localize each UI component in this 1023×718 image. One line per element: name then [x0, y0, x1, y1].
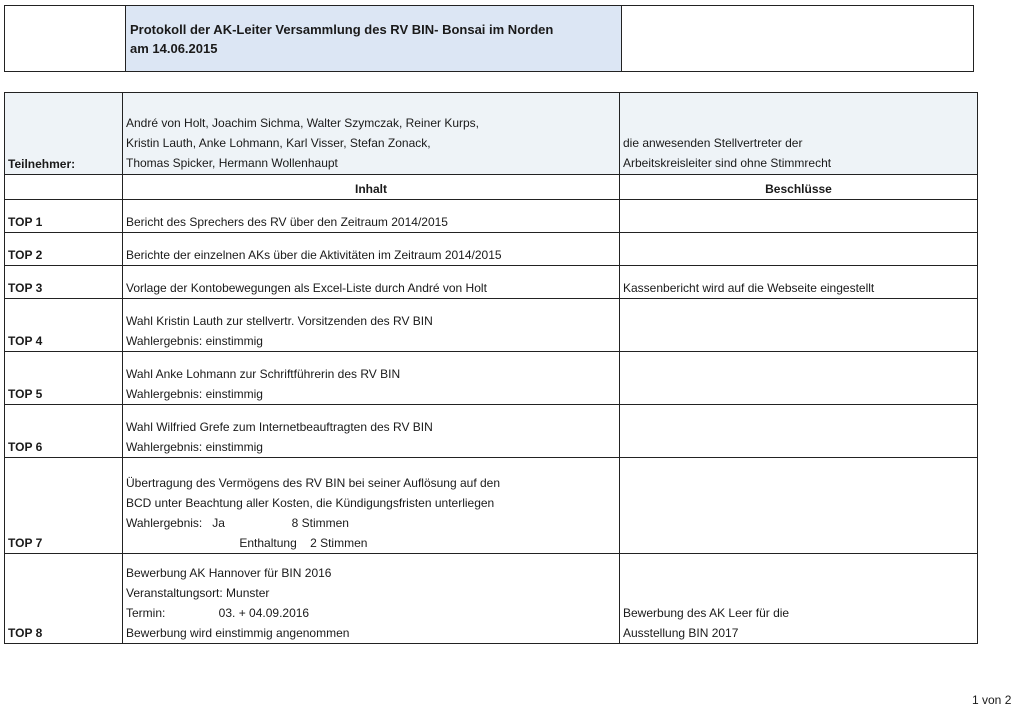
column-header-content: Inhalt — [123, 175, 620, 200]
top-label: TOP 7 — [5, 458, 123, 554]
content-line: Wahl Wilfried Grefe zum Internetbeauftragten des RV BIN — [126, 420, 433, 434]
row-content — [123, 405, 620, 458]
row-content — [123, 352, 620, 405]
top-label: TOP 6 — [5, 405, 123, 458]
row-decision — [620, 352, 978, 405]
header-right-cell — [622, 6, 973, 71]
document-header — [4, 5, 974, 72]
decision-line: Bewerbung des AK Leer für die — [623, 606, 790, 620]
row-content — [123, 299, 620, 352]
title-line-2: am 14.06.2015 — [130, 41, 218, 56]
column-header-empty — [5, 175, 123, 200]
table-row — [5, 405, 978, 458]
participants-line: André von Holt, Joachim Sichma, Walter Szymczak, Reiner Kurps, — [126, 116, 480, 130]
row-content — [123, 233, 620, 266]
content-line: Bewerbung wird einstimmig angenommen — [126, 626, 350, 640]
top-label: TOP 2 — [5, 233, 123, 266]
table-row — [5, 233, 978, 266]
row-decision — [620, 200, 978, 233]
content-line: Wahlergebnis: einstimmig — [126, 387, 263, 401]
top-label: TOP 3 — [5, 266, 123, 299]
content-line: Wahlergebnis: einstimmig — [126, 334, 263, 348]
content-line: Wahlergebnis: einstimmig — [126, 440, 263, 454]
content-line: Vorlage der Kontobewegungen als Excel-Liste durch André von Holt — [126, 281, 487, 295]
decision-line: Ausstellung BIN 2017 — [623, 626, 739, 640]
content-line: Wahl Anke Lohmann zur Schriftführerin des RV BIN — [126, 367, 401, 381]
column-header-decisions: Beschlüsse — [620, 175, 978, 200]
minutes-table — [4, 92, 978, 644]
content-line: Termin: 03. + 04.09.2016 — [126, 606, 310, 620]
row-decision — [620, 458, 978, 554]
table-row — [5, 299, 978, 352]
row-decision — [620, 554, 978, 644]
table-row — [5, 352, 978, 405]
top-label: TOP 4 — [5, 299, 123, 352]
content-line: Bewerbung AK Hannover für BIN 2016 — [126, 566, 332, 580]
table-row — [5, 458, 978, 554]
participants-note — [620, 93, 978, 175]
participants-label: Teilnehmer: — [5, 93, 123, 175]
row-content — [123, 458, 620, 554]
top-label: TOP 1 — [5, 200, 123, 233]
page-number: 1 von 2 — [972, 693, 1012, 707]
row-decision — [620, 405, 978, 458]
participants-names — [123, 93, 620, 175]
row-decision — [620, 266, 978, 299]
row-content — [123, 554, 620, 644]
column-header-row — [5, 175, 978, 200]
row-content — [123, 200, 620, 233]
title-line-1: Protokoll der AK-Leiter Versammlung des RV BIN- Bonsai im Norden — [130, 22, 554, 37]
top-label: TOP 8 — [5, 554, 123, 644]
participants-line: Thomas Spicker, Hermann Wollenhaupt — [126, 156, 338, 170]
table-row — [5, 266, 978, 299]
row-decision — [620, 299, 978, 352]
participants-line: Kristin Lauth, Anke Lohmann, Karl Visser, Stefan Zonack, — [126, 136, 431, 150]
content-line: Veranstaltungsort: Munster — [126, 586, 270, 600]
document-title — [126, 6, 622, 71]
content-line: Enthaltung 2 Stimmen — [126, 536, 368, 550]
participants-row — [5, 93, 978, 175]
content-line: Wahl Kristin Lauth zur stellvertr. Vorsitzenden des RV BIN — [126, 314, 433, 328]
participants-note-line: Arbeitskreisleiter sind ohne Stimmrecht — [623, 156, 832, 170]
content-line: Berichte der einzelnen AKs über die Aktivitäten im Zeitraum 2014/2015 — [126, 248, 502, 262]
content-line: Übertragung des Vermögens des RV BIN bei seiner Auflösung auf den — [126, 476, 501, 490]
table-row — [5, 554, 978, 644]
decision-line: Kassenbericht wird auf die Webseite eingestellt — [623, 281, 875, 295]
content-line: BCD unter Beachtung aller Kosten, die Kündigungsfristen unterliegen — [126, 496, 495, 510]
participants-note-line: die anwesenden Stellvertreter der — [623, 136, 803, 150]
top-label: TOP 5 — [5, 352, 123, 405]
content-line: Wahlergebnis: Ja 8 Stimmen — [126, 516, 349, 530]
content-line: Bericht des Sprechers des RV über den Zeitraum 2014/2015 — [126, 215, 448, 229]
row-content — [123, 266, 620, 299]
table-row — [5, 200, 978, 233]
row-decision — [620, 233, 978, 266]
header-left-cell — [5, 6, 126, 71]
